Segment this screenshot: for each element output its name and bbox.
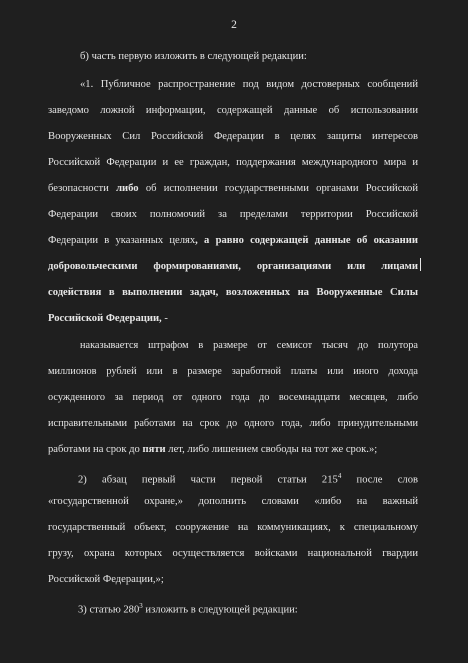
quote-line-2: заведомо ложной информации, содержащей данные об использовании [48, 105, 418, 116]
text-run: изложить в следующей редакции: [142, 604, 298, 616]
bold-insert: либо [116, 183, 139, 194]
text-run: Федерации в указанных целях [48, 235, 196, 246]
text-run: безопасности [48, 183, 117, 194]
bold-insert: , а равно содержащей данные об оказании [195, 235, 418, 246]
paragraph-2-line-1 [78, 469, 418, 486]
text-run: после слов [341, 474, 418, 486]
text-run: 3) статью 280 [78, 604, 140, 616]
quote-line-3: Вооруженных Сил Российской Федерации в целях защиты интересов [48, 131, 418, 142]
penalty-line-2: миллионов рублей или в размере заработной платы или иного дохода [48, 366, 418, 377]
superscript: 3 [139, 602, 143, 610]
quote-line-10 [48, 312, 418, 326]
penalty-line-1: наказывается штрафом в размере от семисот тысяч до полутора [80, 340, 418, 351]
paragraph-2-line-2: «государственной охране,» дополнить словами «либо на важный [48, 496, 418, 507]
paragraph-b: б) часть первую изложить в следующей редакции: [80, 51, 307, 62]
bold-insert: добровольческими формированиями, организациями или лицами [48, 261, 418, 272]
bold-insert: Российской Федерации, [48, 313, 162, 324]
bold-insert: содействия в выполнении задач, возложенных на Вооруженные Силы [48, 287, 418, 298]
paragraph-2-line-3: государственный объект, сооружение на коммуникациях, к специальному [48, 522, 418, 533]
penalty-line-4: исправительными работами на срок до одного года, либо принудительными [48, 418, 418, 429]
text-run: 2) абзац первый части первой статьи 215 [78, 474, 338, 486]
paragraph-2-line-4: грузу, охрана которых осуществляется войсками национальной гвардии [48, 548, 418, 559]
text-run: работами на срок до [48, 444, 143, 455]
quote-line-4: Российской Федерации и ее граждан, поддержания международного мира и [48, 157, 418, 168]
page-number: 2 [231, 19, 237, 31]
quote-line-7 [48, 234, 418, 248]
quote-line-9 [48, 286, 418, 300]
penalty-line-5 [48, 443, 418, 457]
text-cursor [420, 258, 421, 271]
text-run: об исполнении государственными органами Российской [138, 183, 418, 194]
quote-line-5 [48, 182, 418, 196]
quote-line-8 [48, 260, 418, 274]
text-run: лет, либо лишением свободы на тот же срок.»; [165, 444, 378, 455]
bold-insert: пяти [142, 444, 166, 455]
paragraph-3 [78, 599, 418, 616]
penalty-line-3: осужденного за период от одного года до восемнадцати месяцев, либо [48, 392, 418, 403]
paragraph-2-line-5: Российской Федерации,»; [48, 574, 164, 585]
quote-line-6: Федерации своих полномочий за пределами территории Российской [48, 209, 418, 220]
quote-line-1: «1. Публичное распространение под видом достоверных сообщений [80, 79, 418, 90]
superscript: 4 [337, 472, 342, 480]
text-run: - [161, 313, 168, 324]
